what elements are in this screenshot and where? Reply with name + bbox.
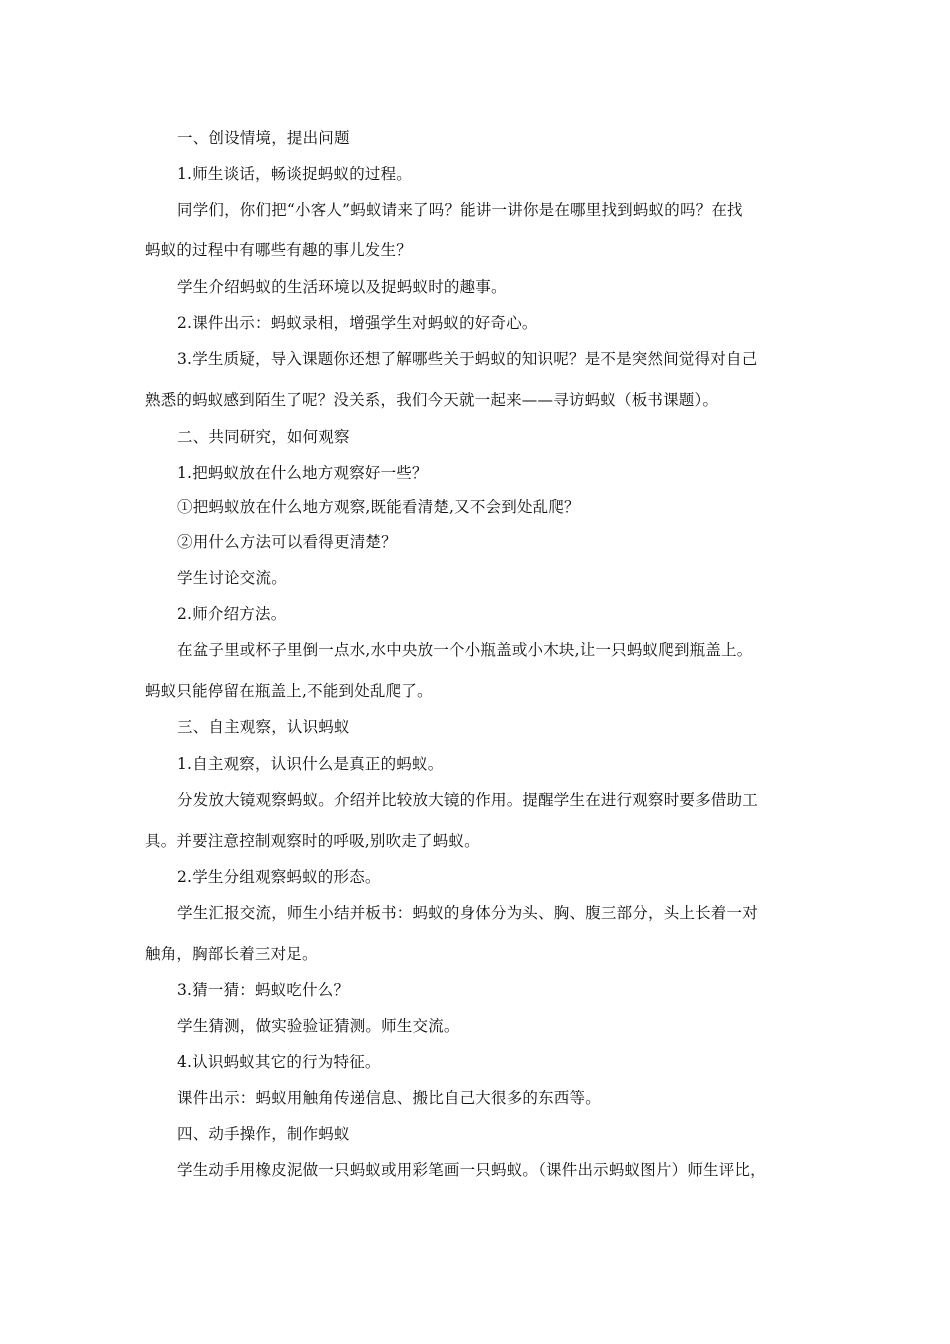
paragraph-line: 熟悉的蚂蚁感到陌生了呢？没关系，我们今天就一起来——寻访蚂蚁（板书课题）。 xyxy=(145,391,719,409)
paragraph-line: 3.学生质疑，导入课题你还想了解哪些关于蚂蚁的知识呢？是不是突然间觉得对自己 xyxy=(177,350,758,368)
paragraph-line: 2.师介绍方法。 xyxy=(177,605,287,623)
section-heading: 一、创设情境，提出问题 xyxy=(177,129,350,147)
paragraph-line: 触角，胸部长着三对足。 xyxy=(145,945,318,963)
paragraph-line: 课件出示：蚂蚁用触角传递信息、搬比自己大很多的东西等。 xyxy=(177,1089,601,1107)
paragraph-line: 4.认识蚂蚁其它的行为特征。 xyxy=(177,1053,381,1071)
paragraph-line: 1.自主观察，认识什么是真正的蚂蚁。 xyxy=(177,755,444,773)
paragraph-line: 2.课件出示：蚂蚁录相，增强学生对蚂蚁的好奇心。 xyxy=(177,314,538,332)
paragraph-line: 学生讨论交流。 xyxy=(177,569,287,587)
paragraph-line: 在盆子里或杯子里倒一点水,水中央放一个小瓶盖或小木块,让一只蚂蚁爬到瓶盖上。 xyxy=(177,641,753,659)
paragraph-line: 蚂蚁只能停留在瓶盖上,不能到处乱爬了。 xyxy=(145,682,433,700)
paragraph-line: 学生动手用橡皮泥做一只蚂蚁或用彩笔画一只蚂蚁。（课件出示蚂蚁图片）师生评比， xyxy=(177,1161,766,1179)
paragraph-line: 学生汇报交流，师生小结并板书：蚂蚁的身体分为头、胸、腹三部分，头上长着一对 xyxy=(177,904,758,922)
paragraph-line: 3.猜一猜：蚂蚁吃什么？ xyxy=(177,981,350,999)
paragraph-line: 学生猜测，做实验验证猜测。师生交流。 xyxy=(177,1017,460,1035)
paragraph-line: 蚂蚁的过程中有哪些有趣的事儿发生？ xyxy=(145,241,412,259)
paragraph-line: 1.把蚂蚁放在什么地方观察好一些？ xyxy=(177,464,428,482)
paragraph-line: ①把蚂蚁放在什么地方观察,既能看清楚,又不会到处乱爬？ xyxy=(177,498,580,516)
paragraph-line: 同学们，你们把“小客人”蚂蚁请来了吗？能讲一讲你是在哪里找到蚂蚁的吗？在找 xyxy=(177,201,743,219)
paragraph-line: 2.学生分组观察蚂蚁的形态。 xyxy=(177,868,381,886)
paragraph-line: 分发放大镜观察蚂蚁。介绍并比较放大镜的作用。提醒学生在进行观察时要多借助工 xyxy=(177,791,758,809)
section-heading: 三、自主观察，认识蚂蚁 xyxy=(177,718,350,736)
paragraph-line: 1.师生谈话，畅谈捉蚂蚁的过程。 xyxy=(177,165,412,183)
paragraph-line: 学生介绍蚂蚁的生活环境以及捉蚂蚁时的趣事。 xyxy=(177,278,507,296)
paragraph-line: ②用什么方法可以看得更清楚？ xyxy=(177,533,397,551)
section-heading: 四、动手操作，制作蚂蚁 xyxy=(177,1125,350,1143)
section-heading: 二、共同研究，如何观察 xyxy=(177,428,350,446)
paragraph-line: 具。并要注意控制观察时的呼吸,别吹走了蚂蚁。 xyxy=(145,832,480,850)
